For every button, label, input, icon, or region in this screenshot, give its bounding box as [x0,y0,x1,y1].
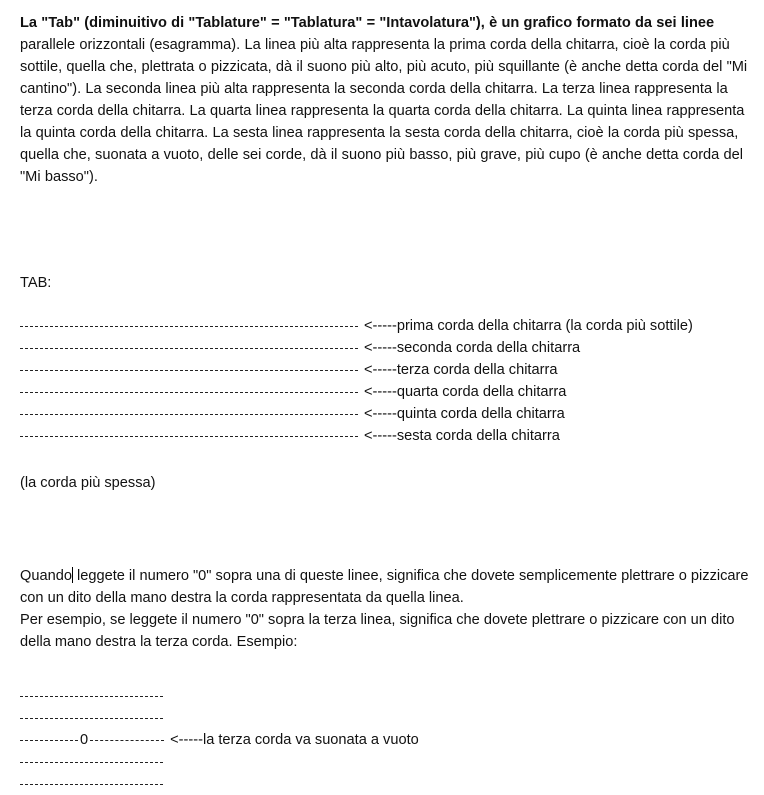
example-note: la terza corda va suonata a vuoto [202,732,419,748]
tab-line-2 [20,337,693,359]
tab-arrow: <----- [364,362,397,378]
tab-line-1 [20,315,693,337]
tab-arrow: <----- [364,428,397,444]
example-arrow: <----- [170,732,203,748]
tab-line-label: quinta corda della chitarra [396,406,565,422]
thickest-string-note: (la corda più spessa) [20,475,156,491]
example-line-4 [20,751,419,773]
word-before-cursor: Quando [20,568,72,584]
document-page [20,12,750,748]
example-string-line [20,696,163,697]
tab-line-6 [20,425,693,447]
tab-string-line [20,370,358,371]
example-line-1 [20,685,419,707]
tab-string-line [20,436,358,437]
tab-string-line [20,392,358,393]
explanation-paragraph-1 [20,565,750,609]
tab-line-label: sesta corda della chitarra [396,428,560,444]
tab-line-label: terza corda della chitarra [396,362,558,378]
example-line-3 [20,729,419,751]
example-string-line [20,762,163,763]
tab-line-5 [20,403,693,425]
example-string-line [20,740,78,741]
tab-string-line [20,326,358,327]
explanation-p1-rest: leggete il numero "0" sopra una di queste linee, significa che dovete semplicemente plettrare o pizzicare con un dito della mano destra la corda rappresentata da quella linea. [20,568,749,606]
example-line-2 [20,707,419,729]
tab-arrow: <----- [364,406,397,422]
example-string-line [90,740,164,741]
example-line-5 [20,773,419,795]
example-string-line [20,718,163,719]
explanation-paragraph-2: Per esempio, se leggete il numero "0" sopra la terza linea, significa che dovete plettrare o pizzicare con un dito della mano destra la terza corda. Esempio: [20,612,735,650]
tab-line-3 [20,359,693,381]
tab-diagram [20,315,693,447]
tab-line-4 [20,381,693,403]
intro-paragraph [20,12,750,188]
tab-arrow: <----- [364,340,397,356]
tab-arrow: <----- [364,384,397,400]
tab-string-line [20,348,358,349]
tab-arrow: <----- [364,318,397,334]
tab-line-label: quarta corda della chitarra [396,384,567,400]
example-fret-number: 0 [80,732,89,748]
example-string-line [20,784,163,785]
tab-line-label: prima corda della chitarra (la corda più sottile) [396,318,693,334]
explanation-text[interactable] [20,565,750,653]
tab-string-line [20,414,358,415]
intro-bold-lead: La "Tab" (diminuitivo di "Tablature" = "Tablatura" = "Intavolatura"), è un grafico formato da sei linee [20,15,715,31]
tab-example [20,685,419,795]
intro-body: parallele orizzontali (esagramma). La linea più alta rappresenta la prima corda della chitarra, cioè la corda più sottile, quella che, plettrata o pizzicata, dà il suono più alto, più acuto, più squillante (è anche detta corda del "Mi cantino"). La seconda linea più alta rappresenta la seconda corda della chitarra. La terza linea rappresenta la terza corda della chitarra. La quarta linea rappresenta la quarta corda della chitarra. La quinta linea rappresenta la quinta corda della chitarra. La sesta linea rappresenta la sesta corda della chitarra, cioè la corda più spessa, quella che, suonata a vuoto, delle sei corde, dà il suono più basso, più grave, più cupo (è anche detta corda del "Mi basso"). [20,37,748,185]
tab-label: TAB: [20,275,52,291]
tab-line-label: seconda corda della chitarra [396,340,581,356]
